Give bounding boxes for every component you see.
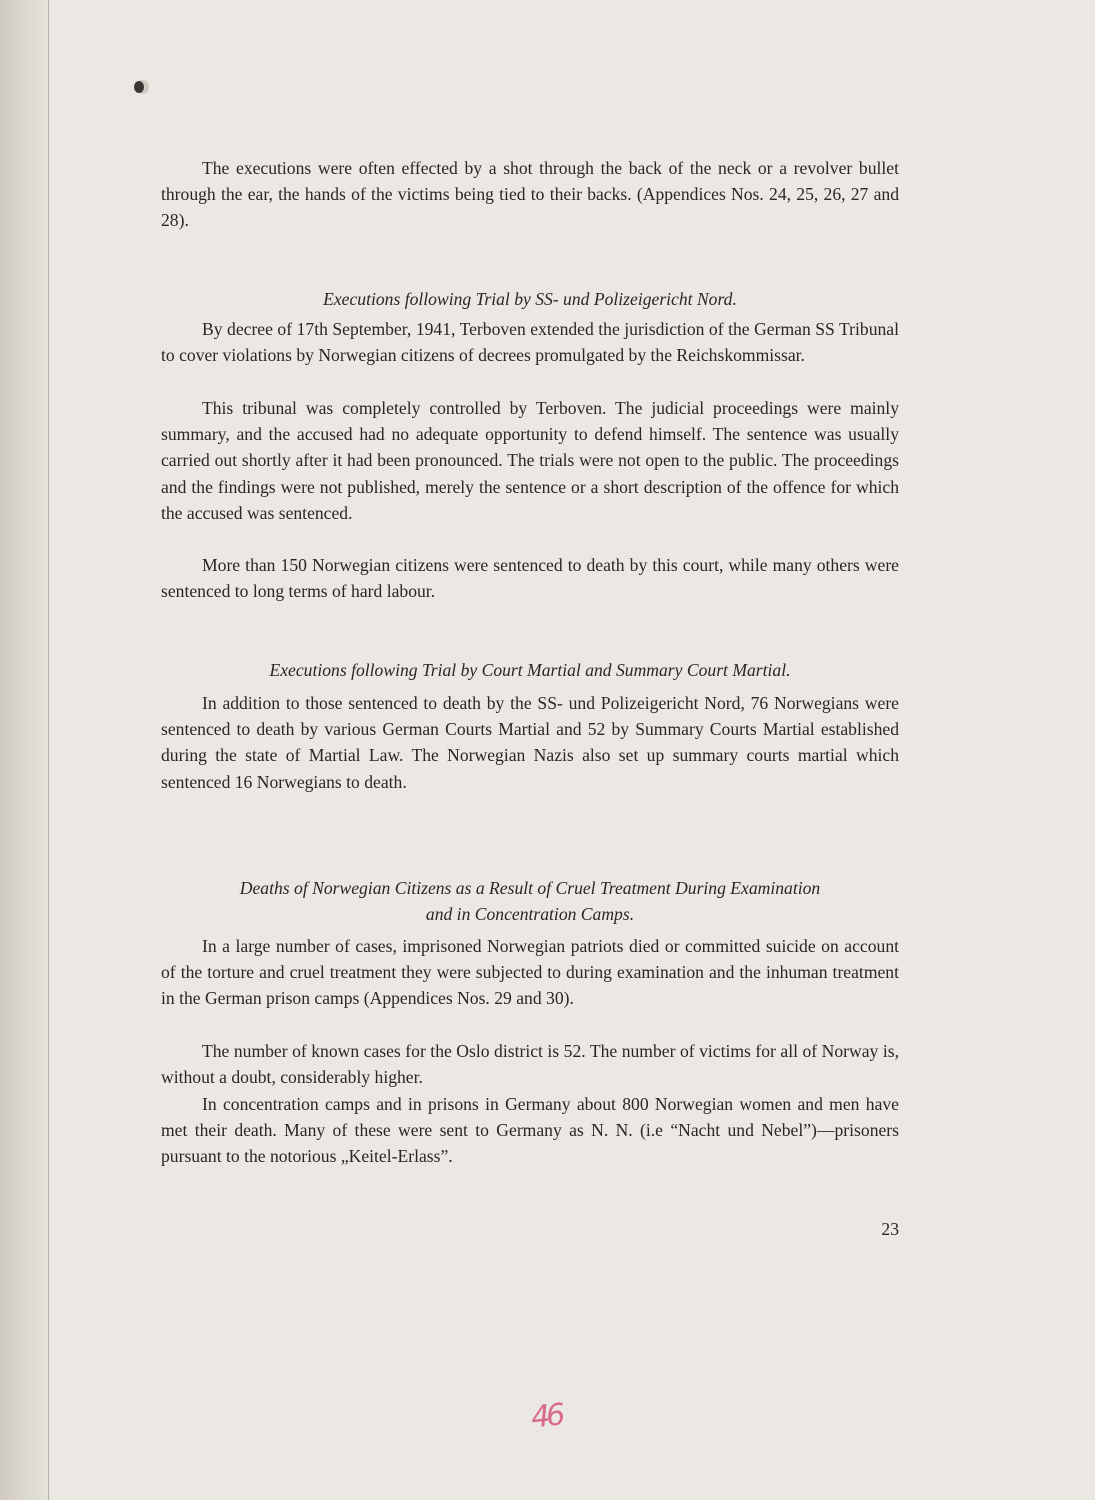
section-heading-deaths-line1: Deaths of Norwegian Citizens as a Result of Cruel Treatment During Examination <box>239 878 821 898</box>
punch-hole-mark <box>134 81 144 93</box>
paragraph-court-martial: In addition to those sentenced to death by the SS- und Polizeigericht Nord, 76 Norwegians were sentenced to death by various German Courts Martial and 52 by Summary Courts Martial established during the state of Martial Law. The Norwegian Nazis also set up summary courts martial which sentenced 16 Norwegians to death. <box>161 693 899 792</box>
section-heading-ss-tribunal: Executions following Trial by SS- und Polizeigericht Nord. <box>323 289 737 309</box>
paragraph-oslo-cases: The number of known cases for the Oslo district is 52. The number of victims for all of Norway is, without a doubt, considerably higher. <box>161 1041 899 1088</box>
binding-edge-line <box>48 0 49 1500</box>
paragraph-torture: In a large number of cases, imprisoned Norwegian patriots died or committed suicide on account of the torture and cruel treatment they were subjected to during examination and the inhuman treatment in the German prison camps (Appendices Nos. 29 and 30). <box>161 936 899 1009</box>
binding-gutter <box>0 0 52 1500</box>
paragraph-decree: By decree of 17th September, 1941, Terboven extended the jurisdiction of the German SS Tribunal to cover violations by Norwegian citizens of decrees promulgated by the Reichskommissar. <box>161 319 899 366</box>
paragraph-concentration-camps: In concentration camps and in prisons in Germany about 800 Norwegian women and men have met their death. Many of these were sent to Germany as N. N. (i.e “Nacht und Nebel”)—prisoners pursuant to the notorious „Keitel-Erlass”. <box>161 1094 899 1167</box>
section-heading-deaths-line2: and in Concentration Camps. <box>425 904 635 924</box>
paragraph-tribunal-control: This tribunal was completely controlled by Terboven. The judicial proceedings were mainly summary, and the accused had no adequate opportunity to defend himself. The sentence was usually carried out shortly after it had been pronounced. The trials were not open to the public. The proceedings and the findings were not published, merely the sentence or a short description of the offence for which the accused was sentenced. <box>161 398 899 523</box>
handwritten-page-annotation: 46 <box>529 1397 563 1436</box>
paragraph-death-sentences: More than 150 Norwegian citizens were sentenced to death by this court, while many others were sentenced to long terms of hard labour. <box>161 555 899 602</box>
section-heading-court-martial: Executions following Trial by Court Martial and Summary Court Martial. <box>269 660 791 680</box>
page-number: 23 <box>881 1219 899 1239</box>
intro-paragraph: The executions were often effected by a shot through the back of the neck or a revolver bullet through the ear, the hands of the victims being tied to their backs. (Appendices Nos. 24, 25, 26, 27 and 28). <box>161 158 899 231</box>
